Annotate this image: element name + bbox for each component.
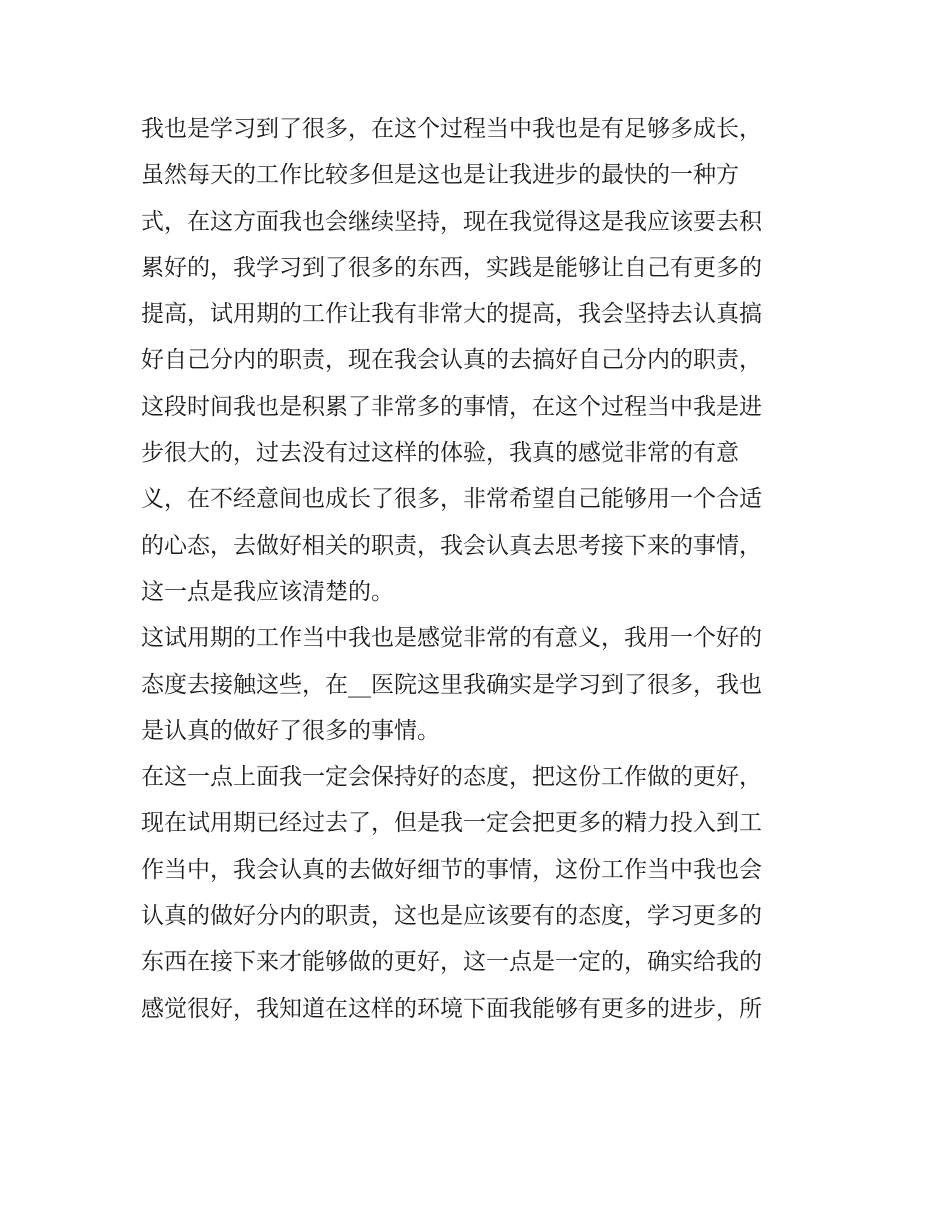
text-line: 的心态，去做好相关的职责，我会认真去思考接下来的事情， (141, 532, 762, 559)
text-line: 现在试用期已经过去了，但是我一定会把更多的精力投入到工 (141, 810, 762, 837)
text-line: 这一点是我应该清楚的。 (141, 578, 394, 605)
text-line: 这试用期的工作当中我也是感觉非常的有意义，我用一个好的 (141, 625, 762, 652)
text-line: 式，在这方面我也会继续坚持，现在我觉得这是我应该要去积 (141, 208, 762, 235)
text-line: 步很大的，过去没有过这样的体验，我真的感觉非常的有意 (141, 440, 739, 467)
text-line: 虽然每天的工作比较多但是这也是让我进步的最快的一种方 (141, 162, 739, 189)
text-line: 态度去接触这些，在__医院这里我确实是学习到了很多，我也 (141, 671, 762, 698)
text-line: 感觉很好，我知道在这样的环境下面我能够有更多的进步，所 (141, 995, 762, 1022)
body-text (141, 106, 821, 1032)
text-line: 在这一点上面我一定会保持好的态度，把这份工作做的更好， (141, 764, 762, 791)
text-line: 认真的做好分内的职责，这也是应该要有的态度，学习更多的 (141, 903, 762, 930)
text-line: 作当中，我会认真的去做好细节的事情，这份工作当中我也会 (141, 856, 762, 883)
text-line: 东西在接下来才能够做的更好，这一点是一定的，确实给我的 (141, 949, 762, 976)
text-line: 义，在不经意间也成长了很多，非常希望自己能够用一个合适 (141, 486, 762, 513)
text-line: 提高，试用期的工作让我有非常大的提高，我会坚持去认真搞 (141, 301, 762, 328)
text-line: 我也是学习到了很多，在这个过程当中我也是有足够多成长， (141, 116, 762, 142)
text-line: 这段时间我也是积累了非常多的事情，在这个过程当中我是进 (141, 393, 762, 420)
text-line: 累好的，我学习到了很多的东西，实践是能够让自己有更多的 (141, 254, 762, 281)
text-line: 好自己分内的职责，现在我会认真的去搞好自己分内的职责， (141, 347, 762, 374)
text-line: 是认真的做好了很多的事情。 (141, 717, 440, 744)
